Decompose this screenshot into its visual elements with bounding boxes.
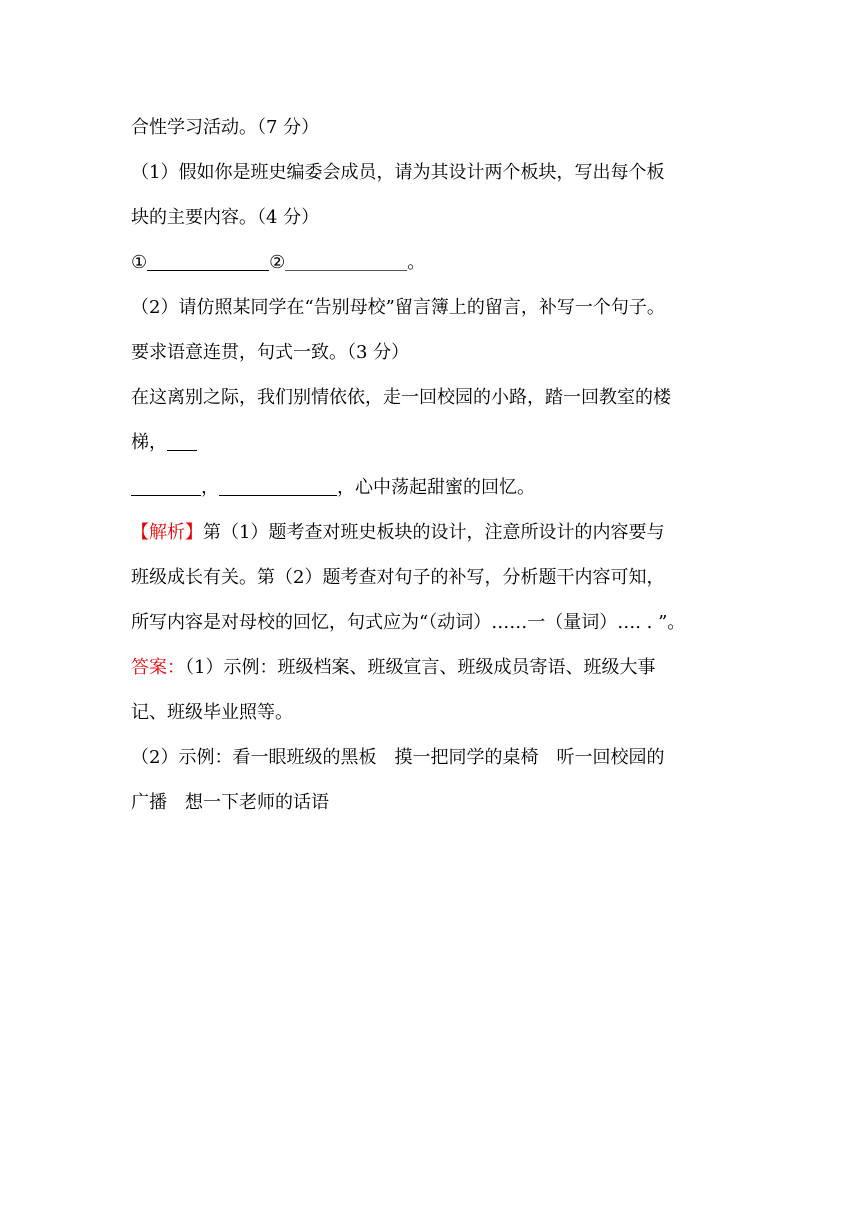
- question-part2-text-2: 要求语意连贯，句式一致。（3 分）: [131, 342, 410, 363]
- passage-text-2: 梯，: [131, 432, 167, 453]
- passage-text-1: 在这离别之际，我们别情依依，走一回校园的小路，踏一回教室的楼: [131, 387, 671, 408]
- analysis-line2: [131, 566, 664, 590]
- question-part2-text-1: （2）请仿照某同学在“告别母校”留言簿上的留言，补写一个句子。: [131, 297, 665, 318]
- analysis-text-2: 班级成长有关。第（2）题考查对句子的补写，分析题干内容可知，: [131, 567, 665, 588]
- analysis-text-3: 所写内容是对母校的回忆，句式应为“（动词）……一（量词）…. . ”。: [131, 612, 686, 633]
- passage-blank-2[interactable]: [131, 477, 201, 496]
- answer-part1-text-2: 记、班级毕业照等。: [131, 702, 293, 723]
- blank-end-punct: 。: [407, 252, 426, 273]
- passage-blank-1[interactable]: [167, 432, 197, 451]
- analysis-line3: [131, 611, 685, 635]
- answer-part2-text-2: 广播 想一下老师的话语: [131, 792, 329, 813]
- answer-label: 答案：: [131, 657, 185, 678]
- passage-comma: ，: [201, 477, 219, 498]
- passage-line2: [131, 431, 197, 455]
- passage-end-text: ，心中荡起甜蜜的回忆。: [337, 477, 535, 498]
- passage-line1: [131, 386, 671, 410]
- blank-marker-1: ①: [131, 252, 148, 273]
- question-part1-line1: [131, 161, 664, 185]
- question-part2-line2: [131, 341, 409, 365]
- analysis-text-1: 第（1）题考查对班史板块的设计，注意所设计的内容要与: [203, 522, 665, 543]
- answer-line2: [131, 701, 293, 725]
- question-part1-text-2: 块的主要内容。（4 分）: [131, 207, 320, 228]
- question-part1-line2: [131, 206, 319, 230]
- passage-line3: [131, 476, 535, 500]
- passage-blank-3[interactable]: [219, 477, 337, 496]
- answer-line3: [131, 746, 664, 770]
- answer-blank-2[interactable]: [285, 252, 407, 271]
- answer-part2-text-1: （2）示例：看一眼班级的黑板 摸一把同学的桌椅 听一回校园的: [131, 747, 665, 768]
- question-intro-tail: [131, 116, 319, 140]
- blank-marker-2: ②: [269, 252, 286, 273]
- question-part1-text-1: （1）假如你是班史编委会成员，请为其设计两个板块，写出每个板: [131, 162, 665, 183]
- analysis-line1: [131, 521, 664, 545]
- question-intro-text: 合性学习活动。（7 分）: [131, 117, 320, 138]
- answer-blanks-line: [131, 251, 425, 275]
- answer-blank-1[interactable]: [147, 252, 269, 271]
- answer-line1: [131, 656, 655, 680]
- answer-line4: [131, 791, 329, 815]
- answer-part1-text-1: （1）示例：班级档案、班级宣言、班级成员寄语、班级大事: [185, 657, 656, 678]
- analysis-label: 【解析】: [131, 522, 203, 543]
- question-part2-line1: [131, 296, 665, 320]
